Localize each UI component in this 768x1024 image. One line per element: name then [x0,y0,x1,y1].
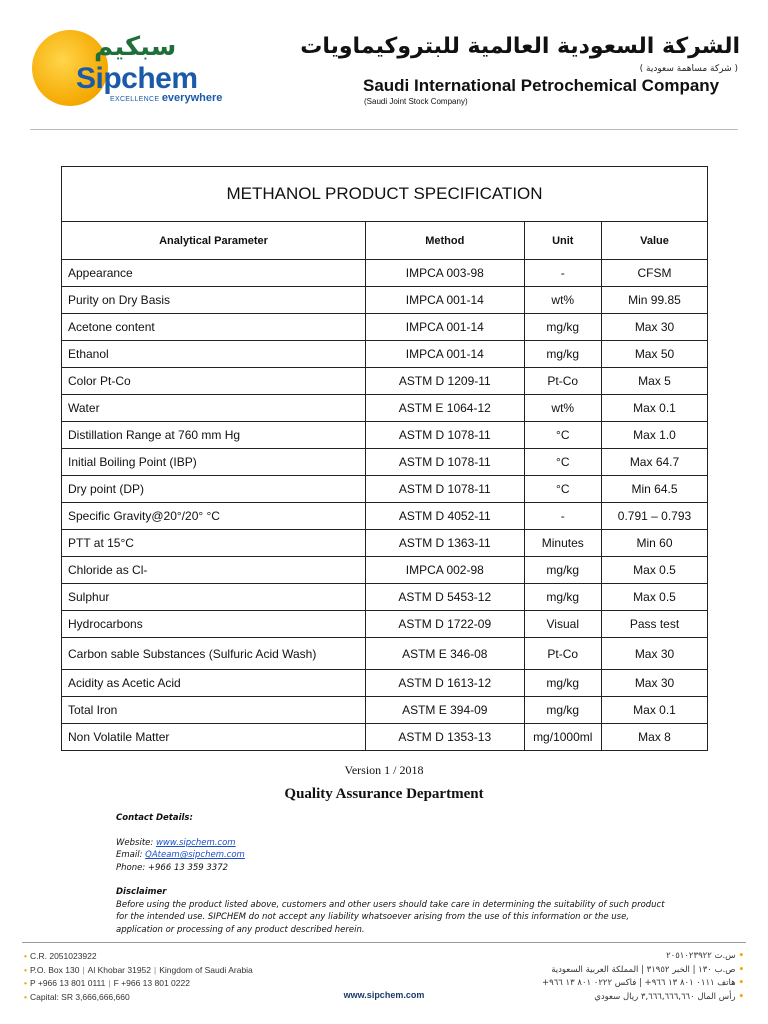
footer-divider [22,942,746,943]
method-cell: ASTM D 1613-12 [366,670,524,697]
unit-cell: mg/1000ml [524,724,601,751]
method-cell: ASTM D 1363-11 [366,530,524,557]
value-cell: Min 64.5 [602,476,708,503]
value-cell: CFSM [602,260,708,287]
disclaimer-heading: Disclaimer [116,887,167,897]
footer-ar-phone: •هاتف ٠١١١ ٨٠١ ١٣ ٩٦٦+ | فاكس ٠٢٢٢ ٨٠١ ١٣ ٩٦٦+ [542,978,744,988]
logo-tagline-prefix: EXCELLENCE [110,96,160,103]
method-cell: IMPCA 001-14 [366,314,524,341]
parameter-cell: Distillation Range at 760 mm Hg [62,422,366,449]
unit-cell: wt% [524,287,601,314]
email-link[interactable]: QAteam@sipchem.com [145,850,245,860]
method-cell: ASTM D 1209-11 [366,368,524,395]
parameter-cell: Purity on Dry Basis [62,287,366,314]
method-cell: ASTM E 1064-12 [366,395,524,422]
table-body [62,260,708,751]
unit-cell: mg/kg [524,584,601,611]
unit-cell: mg/kg [524,670,601,697]
unit-cell: - [524,260,601,287]
email-label: Email: [116,850,143,860]
footer-website-link[interactable]: www.sipchem.com [343,990,425,1000]
company-name-arabic: الشركة السعودية العالمية للبتروكيماويات [300,34,740,59]
method-cell: ASTM E 346-08 [366,638,524,670]
method-cell: ASTM D 1078-11 [366,476,524,503]
unit-cell: °C [524,449,601,476]
logo-tagline-suffix: everywhere [161,92,223,104]
method-cell: ASTM D 1722-09 [366,611,524,638]
method-cell: IMPCA 002-98 [366,557,524,584]
value-cell: Max 0.5 [602,584,708,611]
unit-cell: Pt-Co [524,638,601,670]
department-name: Quality Assurance Department [284,786,484,802]
footer-address: • P.O. Box 130 | Al Khobar 31952 | Kingdom of Saudi Arabia [24,964,253,975]
website-link[interactable]: www.sipchem.com [155,837,236,848]
logo-tagline [110,92,222,104]
parameter-cell: PTT at 15°C [62,530,366,557]
value-cell: 0.791 – 0.793 [602,503,708,530]
parameter-cell: Carbon sable Substances (Sulfuric Acid Wash) [62,638,366,670]
method-cell: ASTM E 394-09 [366,697,524,724]
unit-cell: mg/kg [524,314,601,341]
unit-cell: Minutes [524,530,601,557]
table-title: METHANOL PRODUCT SPECIFICATION [62,167,708,222]
value-cell: Max 64.7 [602,449,708,476]
value-cell: Max 30 [602,670,708,697]
table-row [62,449,708,476]
phone-line: Phone: +966 13 359 3372 [116,862,229,873]
parameter-cell: Specific Gravity@20°/20° °C [62,503,366,530]
table-title-row [62,167,708,222]
table-row [62,584,708,611]
footer-phone-fax: • P +966 13 801 0111 | F +966 13 801 0222 [24,978,190,988]
value-cell: Max 0.1 [602,697,708,724]
unit-cell: wt% [524,395,601,422]
value-cell: Max 30 [602,314,708,341]
parameter-cell: Total Iron [62,697,366,724]
parameter-cell: Sulphur [62,584,366,611]
unit-cell: °C [524,422,601,449]
footer-ar-capital: •رأس المال ٣,٦٦٦,٦٦٦,٦٦٠ ريال سعودي [594,991,744,1002]
logo-wordmark: Sipchem [76,62,198,95]
company-type-english: (Saudi Joint Stock Company) [364,97,468,106]
disclaimer-text: Before using the product listed above, customers and other users should take care in determining the suitability of such product for the intended use. SIPCHEM do not accept any liability whatsoever arising from the use of this information or the use, application or processing of any product described herein. [116,899,665,935]
company-name-english: Saudi International Petrochemical Company [363,76,720,95]
table-row [62,314,708,341]
value-cell: Max 5 [602,368,708,395]
table-row [62,697,708,724]
table-row [62,638,708,670]
table-row [62,503,708,530]
column-header-unit: Unit [524,222,601,260]
website-line [116,837,676,850]
value-cell: Max 1.0 [602,422,708,449]
value-cell: Min 60 [602,530,708,557]
table-row [62,476,708,503]
value-cell: Min 99.85 [602,287,708,314]
email-line [116,849,676,862]
column-header-method: Method [366,222,524,260]
method-cell: IMPCA 001-14 [366,341,524,368]
company-type-arabic: ( شركة مساهمة سعودية ) [639,64,738,74]
header-divider [30,129,738,130]
table-row [62,395,708,422]
parameter-cell: Dry point (DP) [62,476,366,503]
logo-arabic-text: سبكيم [94,32,177,62]
table-row [62,422,708,449]
method-cell: IMPCA 001-14 [366,287,524,314]
method-cell: IMPCA 003-98 [366,260,524,287]
value-cell: Pass test [602,611,708,638]
website-label: Website: [116,837,154,848]
value-cell: Max 0.5 [602,557,708,584]
contact-heading: Contact Details: [116,813,193,823]
method-cell: ASTM D 4052-11 [366,503,524,530]
parameter-cell: Initial Boiling Point (IBP) [62,449,366,476]
value-cell: Max 30 [602,638,708,670]
table-row [62,557,708,584]
table-header-row [62,222,708,260]
parameter-cell: Non Volatile Matter [62,724,366,751]
parameter-cell: Chloride as Cl- [62,557,366,584]
value-cell: Max 50 [602,341,708,368]
document-version: Version 1 / 2018 [344,763,424,777]
unit-cell: Pt-Co [524,368,601,395]
table-row [62,260,708,287]
contact-section [116,812,676,936]
unit-cell: - [524,503,601,530]
method-cell: ASTM D 1353-13 [366,724,524,751]
parameter-cell: Ethanol [62,341,366,368]
unit-cell: Visual [524,611,601,638]
parameter-cell: Appearance [62,260,366,287]
footer-cr: • C.R. 2051023922 [24,951,97,961]
value-cell: Max 8 [602,724,708,751]
table-row [62,611,708,638]
column-header-value: Value [602,222,708,260]
table-row [62,287,708,314]
table-row [62,341,708,368]
value-cell: Max 0.1 [602,395,708,422]
parameter-cell: Water [62,395,366,422]
table-row [62,670,708,697]
parameter-cell: Acidity as Acetic Acid [62,670,366,697]
unit-cell: mg/kg [524,697,601,724]
footer-ar-address: •ص.ب ١٣٠ | الخبر ٣١٩٥٢ | المملكة العربية السعودية [551,964,744,975]
footer-capital: • Capital: SR 3,666,666,660 [24,991,130,1002]
column-header-parameter: Analytical Parameter [62,222,366,260]
unit-cell: mg/kg [524,341,601,368]
table-row [62,530,708,557]
method-cell: ASTM D 5453-12 [366,584,524,611]
table-row [62,368,708,395]
method-cell: ASTM D 1078-11 [366,422,524,449]
sipchem-logo [32,30,222,110]
parameter-cell: Hydrocarbons [62,611,366,638]
method-cell: ASTM D 1078-11 [366,449,524,476]
unit-cell: °C [524,476,601,503]
parameter-cell: Acetone content [62,314,366,341]
table-row [62,724,708,751]
specification-table [61,166,708,751]
parameter-cell: Color Pt-Co [62,368,366,395]
footer-ar-cr: •س.ت ٢٠٥١٠٢٣٩٢٢ [666,951,744,961]
unit-cell: mg/kg [524,557,601,584]
